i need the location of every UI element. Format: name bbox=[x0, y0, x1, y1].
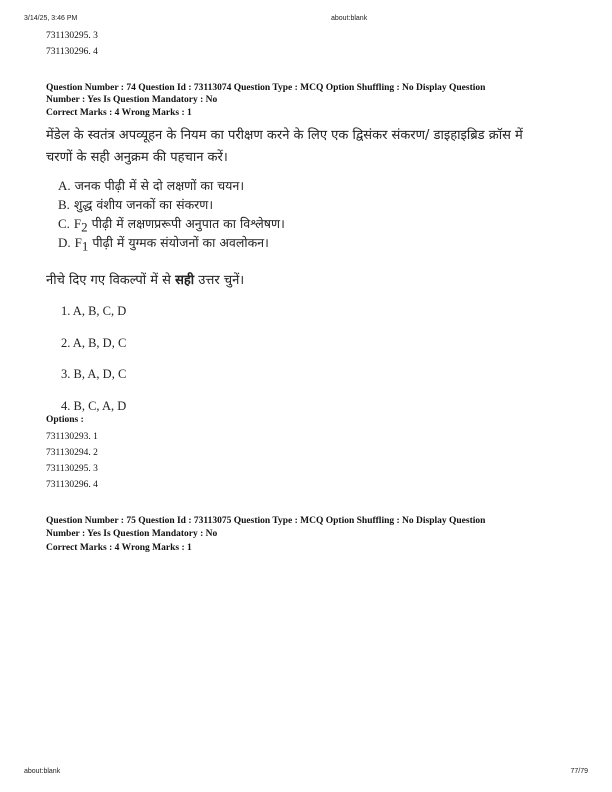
footer-url: about:blank bbox=[24, 768, 61, 775]
statement-d: D. $F_1$ पीढ़ी में युग्मक संयोजनों का अवलोकन। bbox=[58, 235, 269, 254]
option-id: 731130293. 1 bbox=[46, 432, 98, 442]
statement-c: C. $F_2$ पीढ़ी में लक्षणप्ररूपी अनुपात का विश्लेषण। bbox=[58, 216, 285, 235]
question-stem-line: मेंडेल के स्वतंत्र अपव्यूहन के नियम का परीक्षण करने के लिए एक द्विसंकर संकरण/ डाइहाइब्रिड क्रॉस में bbox=[46, 128, 523, 143]
answer-choice-2: 2. A, B, D, C bbox=[61, 336, 127, 350]
statement-b: B. शुद्ध वंशीय जनकों का संकरण। bbox=[58, 197, 214, 212]
question-meta: Question Number : 75 Question Id : 73113075 Question Type : MCQ Option Shuffling : No Display Question bbox=[46, 516, 486, 526]
question-stem-line: चरणों के सही अनुक्रम की पहचान करें। bbox=[46, 150, 228, 165]
answer-choice-4: 4. B, C, A, D bbox=[61, 399, 127, 413]
answer-prompt: नीचे दिए गए विकल्पों में से सही उत्तर चुनें। bbox=[46, 273, 245, 288]
question-meta-cont: Number : Yes Is Question Mandatory : No bbox=[46, 529, 218, 539]
marks-info: Correct Marks : 4 Wrong Marks : 1 bbox=[46, 543, 192, 553]
option-id: 731130294. 2 bbox=[46, 448, 98, 458]
marks-info: Correct Marks : 4 Wrong Marks : 1 bbox=[46, 108, 192, 118]
option-id: 731130296. 4 bbox=[46, 480, 98, 490]
question-stem bbox=[46, 125, 591, 165]
option-id: 731130295. 3 bbox=[46, 464, 98, 474]
answer-choice-3: 3. B, A, D, C bbox=[61, 367, 127, 381]
statement-a: A. जनक पीढ़ी में से दो लक्षणों का चयन। bbox=[58, 178, 245, 193]
print-url: about:blank bbox=[331, 15, 368, 22]
option-id: 731130296. 4 bbox=[46, 47, 98, 57]
print-timestamp: 3/14/25, 3:46 PM bbox=[24, 15, 78, 22]
option-id: 731130295. 3 bbox=[46, 31, 98, 41]
question-meta: Question Number : 74 Question Id : 73113074 Question Type : MCQ Option Shuffling : No Display Question bbox=[46, 83, 486, 93]
question-meta-cont: Number : Yes Is Question Mandatory : No bbox=[46, 95, 218, 105]
answer-choice-1: 1. A, B, C, D bbox=[61, 304, 127, 318]
options-label: Options : bbox=[46, 415, 84, 425]
page-number: 77/79 bbox=[570, 768, 588, 775]
